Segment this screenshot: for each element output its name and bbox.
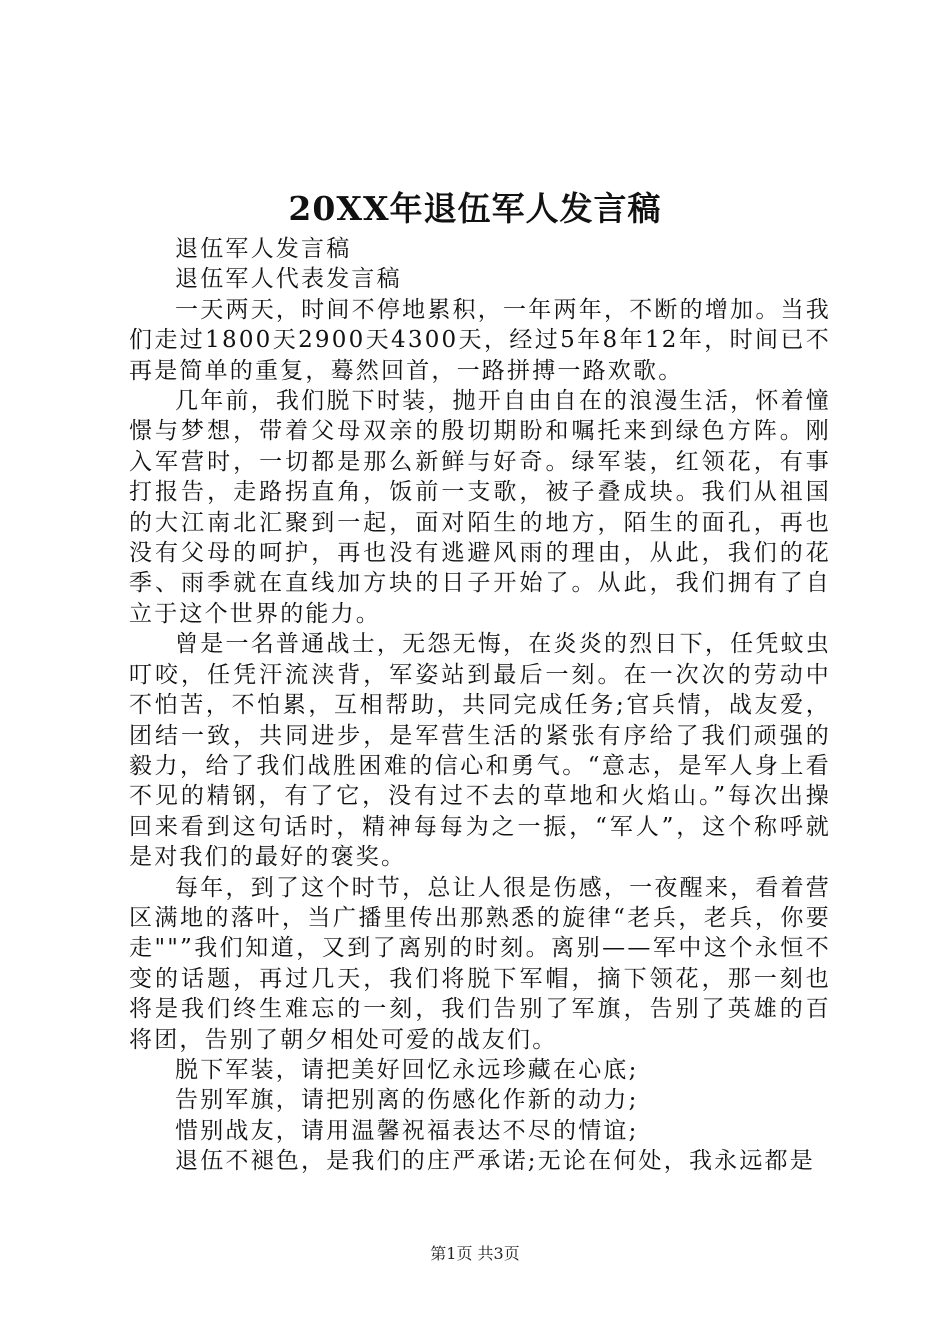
paragraph-subheading: 退伍军人代表发言稿 (175, 266, 402, 293)
paragraph: 一天两天，时间不停地累积，一年两年，不断的增加。当我们走过1800天2900天4300天，经过5年8年12年，时间已不再是简单的重复，蓦然回首，一路拼搏一路欢歌。 (129, 296, 831, 384)
paragraph: 退伍不褪色，是我们的庄严承诺;无论在何处，我永远都是 (175, 1148, 815, 1175)
document-body (129, 234, 831, 1177)
paragraph: 几年前，我们脱下时装，抛开自由自在的浪漫生活，怀着憧憬与梦想，带着父母双亲的殷切期盼和嘱托来到绿色方阵。刚入军营时，一切都是那么新鲜与好奇。绿军装，红领花，有事打报告，走路拐直角，饭前一支歌，被子叠成块。我们从祖国的大江南北汇聚到一起，面对陌生的地方，陌生的面孔，再也没有父母的呵护，再也没有逃避风雨的理由，从此，我们的花季、雨季就在直线加方块的日子开始了。从此，我们拥有了自立于这个世界的能力。 (129, 388, 831, 627)
paragraph: 脱下军装，请把美好回忆永远珍藏在心底; (175, 1056, 639, 1083)
paragraph-heading: 退伍军人发言稿 (175, 236, 352, 262)
paragraph: 曾是一名普通战士，无怨无悔，在炎炎的烈日下，任凭蚊虫叮咬，任凭汗流浃背，军姿站到最后一刻。在一次次的劳动中不怕苦，不怕累，互相帮助，共同完成任务;官兵情，战友爱，团结一致，共同进步，是军营生活的紧张有序给了我们顽强的毅力，给了我们战胜困难的信心和勇气。“意志，是军人身上看不见的精钢，有了它，没有过不去的草地和火焰山。”每次出操回来看到这句话时，精神每每为之一振，“军人”，这个称呼就是对我们的最好的褒奖。 (129, 631, 831, 871)
page-footer: 第1页 共3页 (430, 1244, 520, 1263)
paragraph: 告别军旗，请把别离的伤感化作新的动力; (175, 1087, 639, 1114)
paragraph: 惜别战友，请用温馨祝福表达不尽的情谊; (175, 1117, 639, 1144)
paragraph: 每年，到了这个时节，总让人很是伤感，一夜醒来，看着营区满地的落叶，当广播里传出那熟悉的旋律“老兵，老兵，你要走""”我们知道，又到了离别的时刻。离别——军中这个永恒不变的话题，再过几天，我们将脱下军帽，摘下领花，那一刻也将是我们终生难忘的一刻，我们告别了军旗，告别了英雄的百将团，告别了朝夕相处可爱的战友们。 (129, 874, 831, 1053)
document-title: 20XX年退伍军人发言稿 (288, 189, 662, 228)
